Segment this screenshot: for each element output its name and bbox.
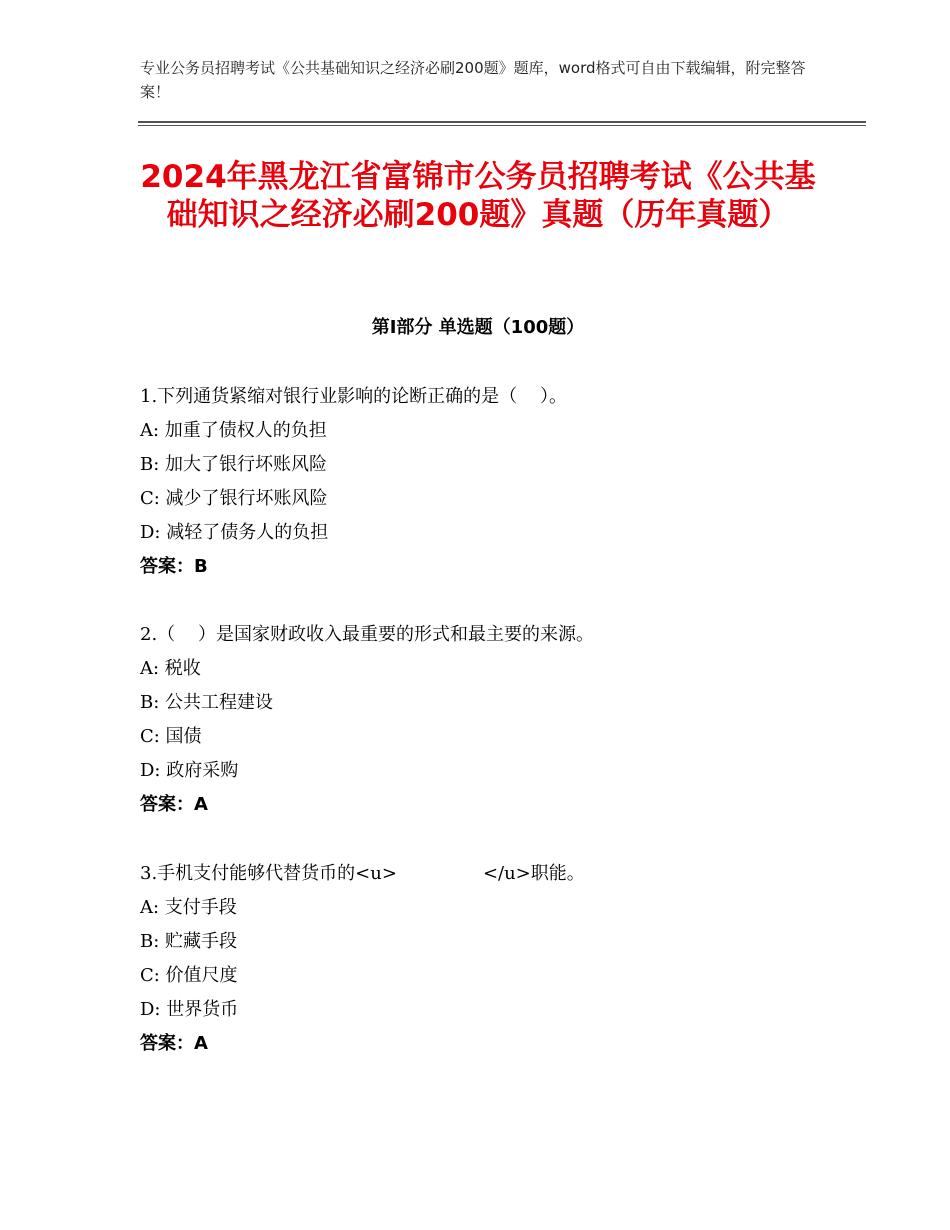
question-2: [140, 618, 860, 822]
question-stem: [140, 857, 860, 891]
question-1: [140, 380, 860, 584]
section-title: 第I部分 单选题（100题）: [371, 317, 585, 338]
answer: 答案：A: [140, 794, 208, 815]
option-d: D: 减轻了债务人的负担: [140, 522, 329, 543]
option-d: D: 政府采购: [140, 760, 239, 781]
option-c: C: 减少了银行坏账风险: [140, 488, 328, 509]
option-c: C: 国债: [140, 726, 202, 747]
question-stem-after: </u>职能。: [482, 863, 585, 884]
option-a: A: 税收: [140, 658, 201, 679]
option-d: D: 世界货币: [140, 999, 239, 1020]
answer: 答案：B: [140, 556, 208, 577]
option-c: C: 价值尺度: [140, 965, 238, 986]
header-rule-thin: [138, 125, 866, 126]
option-b: B: 贮藏手段: [140, 931, 238, 952]
document-title: 2024年黑龙江省富锦市公务员招聘考试《公共基础知识之经济必刷200题》真题（历年真题）: [140, 159, 816, 233]
option-a: A: 支付手段: [140, 897, 237, 918]
question-stem: 1.下列通货紧缩对银行业影响的论断正确的是（ ）。: [140, 386, 568, 407]
header-note: 专业公务员招聘考试《公共基础知识之经济必刷200题》题库，word格式可自由下载编辑，附完整答案！: [140, 59, 806, 101]
option-a: A: 加重了债权人的负担: [140, 420, 327, 441]
option-b: B: 加大了银行坏账风险: [140, 454, 328, 475]
question-stem: 2.（ ）是国家财政收入最重要的形式和最主要的来源。: [140, 624, 595, 645]
header-rule-thick: [138, 121, 866, 123]
answer: 答案：A: [140, 1033, 208, 1054]
option-b: B: 公共工程建设: [140, 692, 274, 713]
question-stem-before: 3.手机支付能够代替货币的<u>: [140, 863, 397, 884]
question-3: [140, 857, 860, 1061]
